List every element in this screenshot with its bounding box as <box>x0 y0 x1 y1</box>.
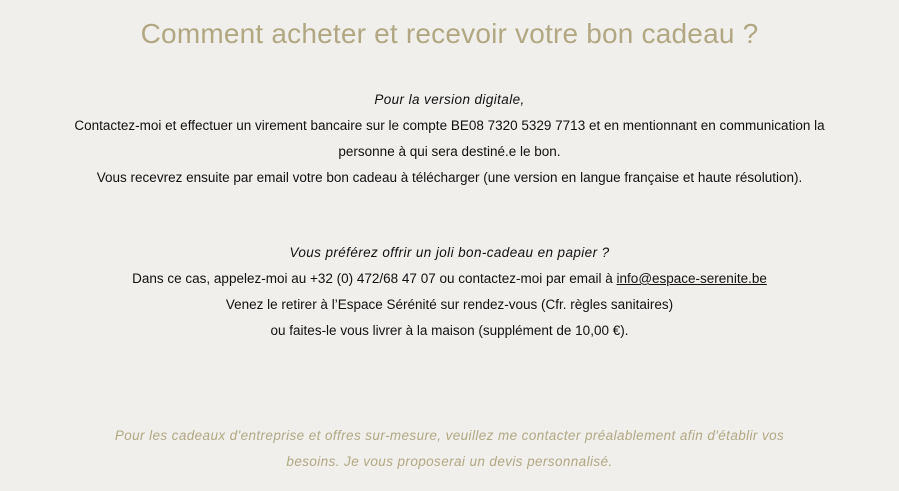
paper-line-1 <box>0 266 899 292</box>
digital-section <box>0 87 899 191</box>
paper-line-2: Venez le retirer à l’Espace Sérénité sur rendez-vous (Cfr. règles sanitaires) <box>225 297 674 312</box>
footer-line-1: Pour les cadeaux d'entreprise et offres sur-mesure, veuillez me contacter préalablement afin d'établir vos <box>114 428 785 443</box>
digital-line-1: Contactez-moi et effectuer un virement bancaire sur le compte BE08 7320 5329 7713 et en mentionnant en communication la <box>74 118 825 133</box>
digital-line-3: Vous recevrez ensuite par email votre bon cadeau à télécharger (une version en langue française et haute résolution). <box>96 170 803 185</box>
paper-section <box>0 240 899 344</box>
paper-line-3: ou faites-le vous livrer à la maison (supplément de 10,00 €). <box>270 323 629 338</box>
email-link[interactable]: info@espace-serenite.be <box>616 271 767 286</box>
business-gifts-note <box>40 423 859 475</box>
paper-lead: Vous préférez offrir un joli bon-cadeau en papier ? <box>289 245 610 260</box>
page-title: Comment acheter et recevoir votre bon cadeau ? <box>140 18 759 49</box>
paper-line-1-text: Dans ce cas, appelez-moi au +32 (0) 472/68 47 07 ou contactez-moi par email à <box>132 271 617 286</box>
digital-line-2: personne à qui sera destiné.e le bon. <box>338 144 561 159</box>
digital-lead: Pour la version digitale, <box>374 92 525 107</box>
footer-line-2: besoins. Je vous proposerai un devis personnalisé. <box>286 454 613 469</box>
